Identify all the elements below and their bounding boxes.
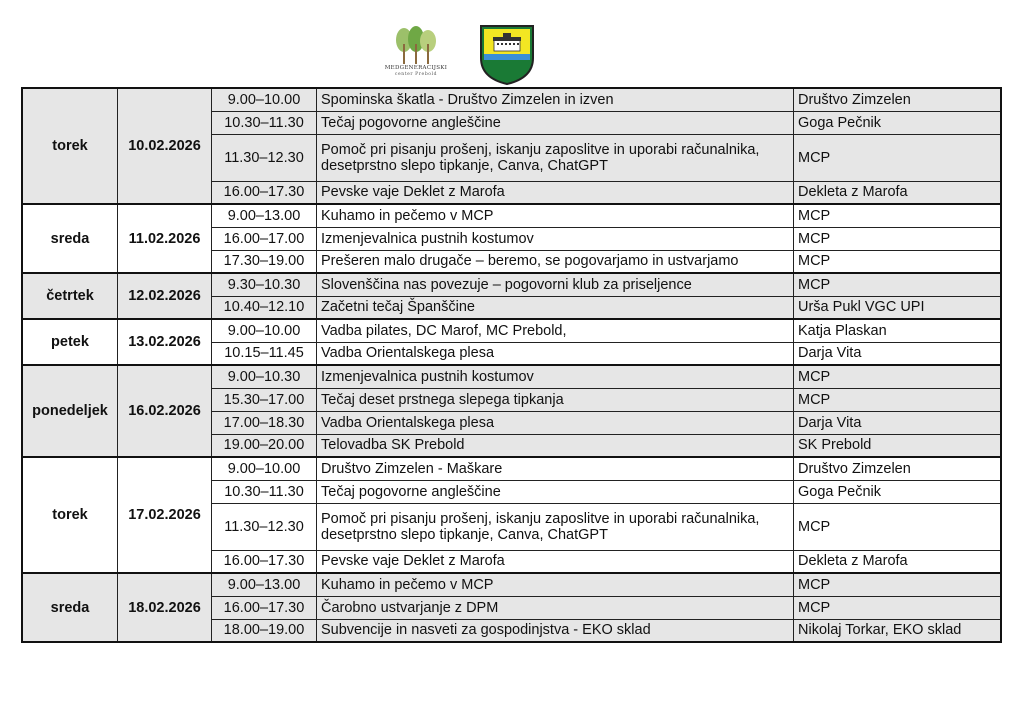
date-cell: 16.02.2026 xyxy=(118,365,212,457)
activity-cell: Pomoč pri pisanju prošenj, iskanju zaposlitve in uporabi računalnika, desetprstno slepo tipkanje, Canva, ChatGPT xyxy=(317,134,794,181)
date-cell: 11.02.2026 xyxy=(118,204,212,273)
time-cell: 11.30–12.30 xyxy=(212,134,317,181)
date-cell: 13.02.2026 xyxy=(118,319,212,365)
day-cell: sreda xyxy=(22,204,118,273)
activity-cell: Izmenjevalnica pustnih kostumov xyxy=(317,365,794,388)
time-cell: 11.30–12.30 xyxy=(212,503,317,550)
day-cell: četrtek xyxy=(22,273,118,319)
organizer-cell: Goga Pečnik xyxy=(794,111,1002,134)
organizer-cell: MCP xyxy=(794,250,1002,273)
activity-cell: Vadba Orientalskega plesa xyxy=(317,342,794,365)
date-cell: 18.02.2026 xyxy=(118,573,212,642)
organizer-cell: MCP xyxy=(794,273,1002,296)
day-cell: sreda xyxy=(22,573,118,642)
time-cell: 9.00–10.00 xyxy=(212,88,317,111)
activity-cell: Pevske vaje Deklet z Marofa xyxy=(317,550,794,573)
trees-icon xyxy=(388,26,444,66)
time-cell: 10.30–11.30 xyxy=(212,480,317,503)
time-cell: 16.00–17.30 xyxy=(212,550,317,573)
time-cell: 10.40–12.10 xyxy=(212,296,317,319)
organizer-cell: Društvo Zimzelen xyxy=(794,457,1002,480)
organizer-cell: MCP xyxy=(794,503,1002,550)
schedule-row xyxy=(22,273,1001,296)
activity-cell: Vadba pilates, DC Marof, MC Prebold, xyxy=(317,319,794,342)
activity-cell: Tečaj pogovorne angleščine xyxy=(317,111,794,134)
activity-cell: Društvo Zimzelen - Maškare xyxy=(317,457,794,480)
organizer-cell: Darja Vita xyxy=(794,342,1002,365)
organizer-cell: Dekleta z Marofa xyxy=(794,181,1002,204)
time-cell: 18.00–19.00 xyxy=(212,619,317,642)
organizer-cell: MCP xyxy=(794,134,1002,181)
time-cell: 9.00–13.00 xyxy=(212,573,317,596)
schedule-row xyxy=(22,365,1001,388)
activity-cell: Tečaj deset prstnega slepega tipkanja xyxy=(317,388,794,411)
organizer-cell: Nikolaj Torkar, EKO sklad xyxy=(794,619,1002,642)
time-cell: 17.00–18.30 xyxy=(212,411,317,434)
schedule-row xyxy=(22,204,1001,227)
time-cell: 16.00–17.30 xyxy=(212,596,317,619)
organizer-cell: Darja Vita xyxy=(794,411,1002,434)
organizer-cell: Katja Plaskan xyxy=(794,319,1002,342)
activity-cell: Čarobno ustvarjanje z DPM xyxy=(317,596,794,619)
organizer-cell: MCP xyxy=(794,573,1002,596)
activity-cell: Kuhamo in pečemo v MCP xyxy=(317,204,794,227)
time-cell: 16.00–17.30 xyxy=(212,181,317,204)
organizer-cell: Društvo Zimzelen xyxy=(794,88,1002,111)
activity-cell: Začetni tečaj Španščine xyxy=(317,296,794,319)
activity-cell: Kuhamo in pečemo v MCP xyxy=(317,573,794,596)
time-cell: 10.30–11.30 xyxy=(212,111,317,134)
organizer-cell: Dekleta z Marofa xyxy=(794,550,1002,573)
coat-of-arms-icon xyxy=(479,24,535,86)
organizer-cell: Urša Pukl VGC UPI xyxy=(794,296,1002,319)
day-cell: petek xyxy=(22,319,118,365)
time-cell: 9.00–13.00 xyxy=(212,204,317,227)
organizer-cell: SK Prebold xyxy=(794,434,1002,457)
date-cell: 10.02.2026 xyxy=(118,88,212,204)
activity-cell: Tečaj pogovorne angleščine xyxy=(317,480,794,503)
time-cell: 17.30–19.00 xyxy=(212,250,317,273)
organizer-cell: Goga Pečnik xyxy=(794,480,1002,503)
organizer-cell: MCP xyxy=(794,204,1002,227)
schedule-row xyxy=(22,573,1001,596)
logo-subtitle: center Prebold xyxy=(394,72,438,77)
time-cell: 15.30–17.00 xyxy=(212,388,317,411)
activity-cell: Vadba Orientalskega plesa xyxy=(317,411,794,434)
time-cell: 9.30–10.30 xyxy=(212,273,317,296)
activity-cell: Slovenščina nas povezuje – pogovorni klub za priseljence xyxy=(317,273,794,296)
activity-cell: Prešeren malo drugače – beremo, se pogovarjamo in ustvarjamo xyxy=(317,250,794,273)
medgeneracijski-center-logo xyxy=(384,26,448,82)
organizer-cell: MCP xyxy=(794,227,1002,250)
schedule-row xyxy=(22,457,1001,480)
header-logos xyxy=(0,24,1024,86)
time-cell: 19.00–20.00 xyxy=(212,434,317,457)
day-cell: ponedeljek xyxy=(22,365,118,457)
activity-cell: Subvencije in nasveti za gospodinjstva - EKO sklad xyxy=(317,619,794,642)
activity-cell: Pevske vaje Deklet z Marofa xyxy=(317,181,794,204)
time-cell: 9.00–10.00 xyxy=(212,457,317,480)
day-cell: torek xyxy=(22,88,118,204)
logo-title: MEDGENERACIJSKI xyxy=(384,65,448,71)
time-cell: 10.15–11.45 xyxy=(212,342,317,365)
schedule-row xyxy=(22,88,1001,111)
organizer-cell: MCP xyxy=(794,596,1002,619)
date-cell: 12.02.2026 xyxy=(118,273,212,319)
organizer-cell: MCP xyxy=(794,388,1002,411)
date-cell: 17.02.2026 xyxy=(118,457,212,573)
schedule-table xyxy=(21,87,1002,643)
time-cell: 9.00–10.00 xyxy=(212,319,317,342)
schedule-row xyxy=(22,319,1001,342)
activity-cell: Telovadba SK Prebold xyxy=(317,434,794,457)
organizer-cell: MCP xyxy=(794,365,1002,388)
activity-cell: Pomoč pri pisanju prošenj, iskanju zaposlitve in uporabi računalnika, desetprstno slepo tipkanje, Canva, ChatGPT xyxy=(317,503,794,550)
activity-cell: Spominska škatla - Društvo Zimzelen in izven xyxy=(317,88,794,111)
day-cell: torek xyxy=(22,457,118,573)
time-cell: 9.00–10.30 xyxy=(212,365,317,388)
activity-cell: Izmenjevalnica pustnih kostumov xyxy=(317,227,794,250)
time-cell: 16.00–17.00 xyxy=(212,227,317,250)
